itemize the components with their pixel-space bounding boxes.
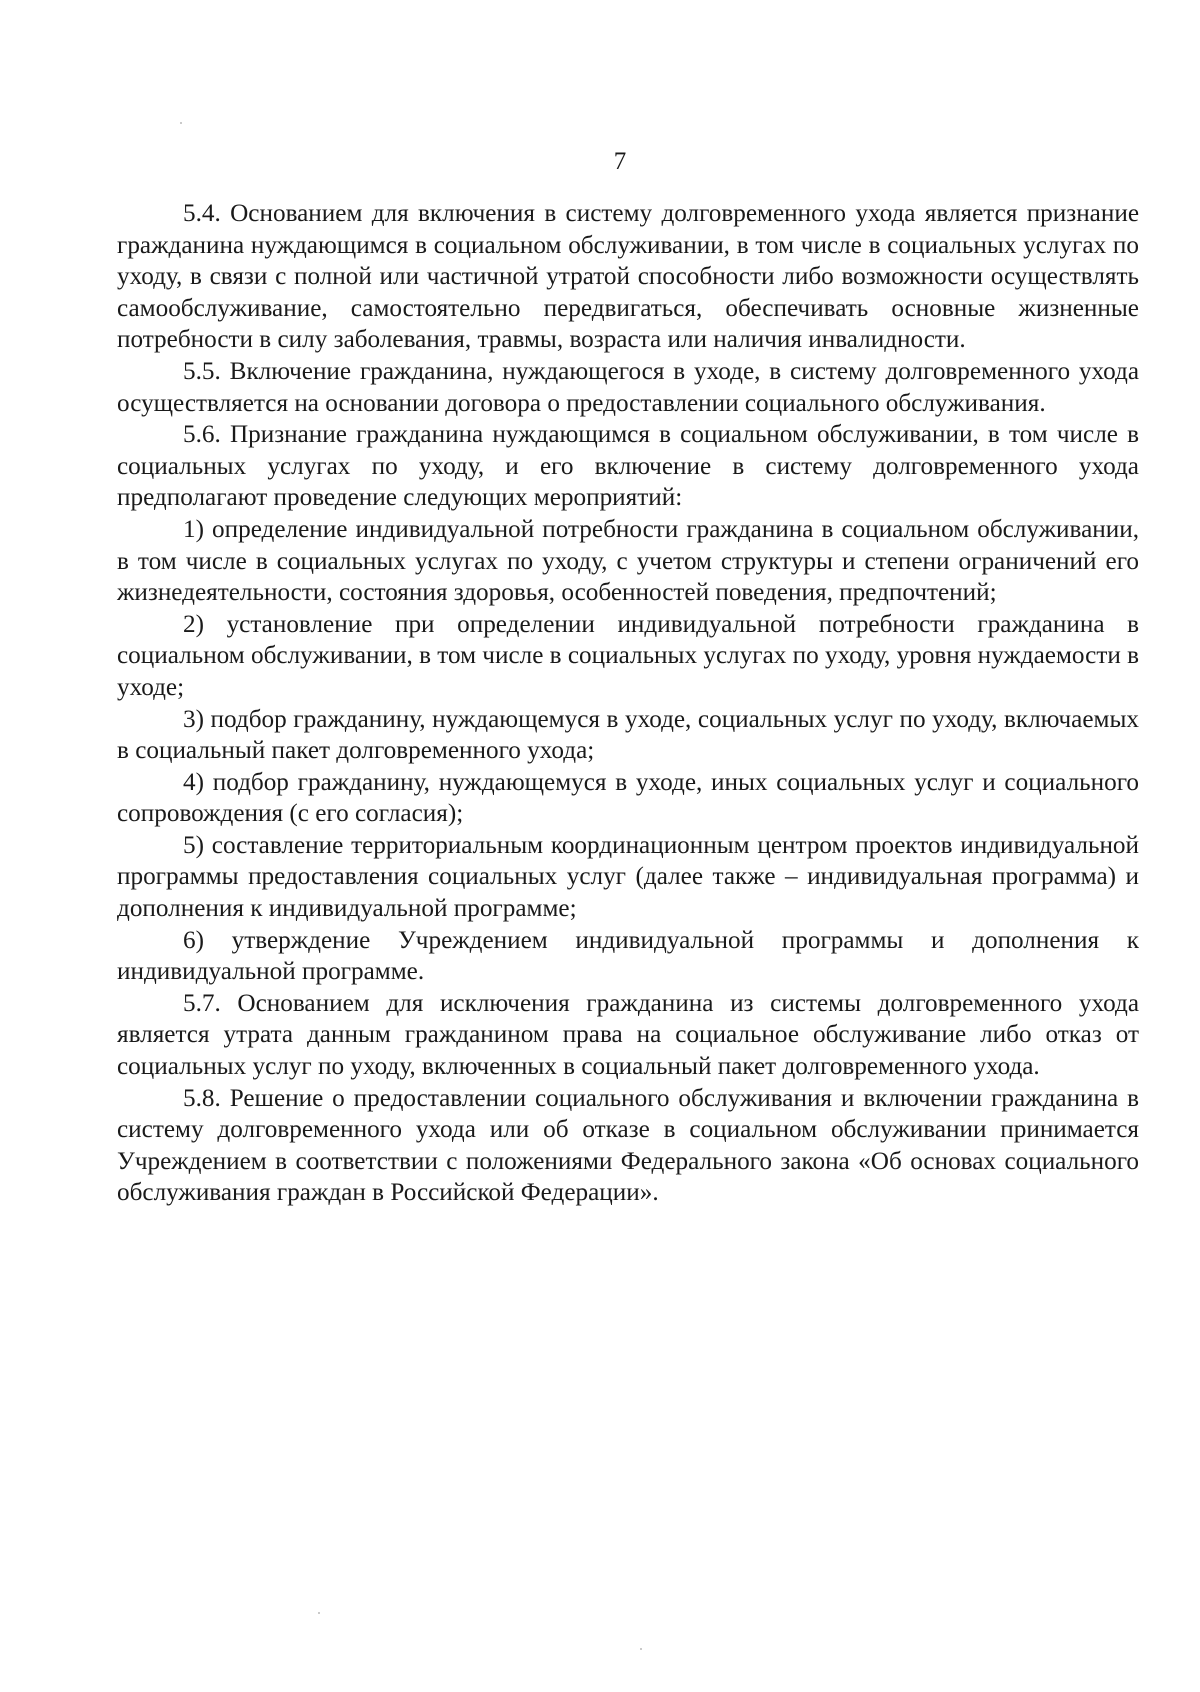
paragraph-5-7: 5.7. Основанием для исключения гражданина из системы долговременного ухода является утрата данным гражданином права на социальное обслуживание либо отказ от социальных услуг по уходу, включенных в социальный пакет долговременного ухода.: [117, 989, 1139, 1081]
paragraph-5-4: 5.4. Основанием для включения в систему долговременного ухода является признание гражданина нуждающимся в социальном обслуживании, в том числе в социальных услугах по уходу, в связи с полной или частичной утратой способности либо возможности осуществлять самообслуживание, самостоятельно передвигаться, обеспечивать основные жизненные потребности в силу заболевания, травмы, возраста или наличия инвалидности.: [117, 200, 1139, 354]
list-item-2: 2) установление при определении индивидуальной потребности гражданина в социальном обслуживании, в том числе в социальных услугах по уходу, уровня нуждаемости в уходе;: [117, 610, 1139, 701]
paragraph-5-6: 5.6. Признание гражданина нуждающимся в социальном обслуживании, в том числе в социальных услугах по уходу, и его включение в систему долговременного ухода предполагают проведение следующих мероприятий:: [117, 421, 1139, 512]
paragraph-5-5: 5.5. Включение гражданина, нуждающегося в уходе, в систему долговременного ухода осуществляется на основании договора о предоставлении социального обслуживания.: [117, 357, 1139, 417]
scan-speck: [180, 122, 182, 124]
list-item-6: 6) утверждение Учреждением индивидуальной программы и дополнения к индивидуальной программе.: [117, 926, 1139, 986]
list-item-4: 4) подбор гражданину, нуждающемуся в уходе, иных социальных услуг и социального сопровождения (с его согласия);: [117, 768, 1139, 828]
scan-speck: [640, 1648, 642, 1650]
document-body: [117, 198, 1139, 1209]
list-item-3: 3) подбор гражданину, нуждающемуся в уходе, социальных услуг по уходу, включаемых в социальный пакет долговременного ухода;: [117, 705, 1139, 765]
scan-speck: [318, 1612, 320, 1614]
paragraph-5-8: 5.8. Решение о предоставлении социального обслуживания и включении гражданина в систему долговременного ухода или об отказе в социальном обслуживании принимается Учреждением в соответствии с положениями Федерального закона «Об основах социального обслуживания граждан в Российской Федерации».: [117, 1084, 1139, 1207]
page-number: 7: [613, 148, 627, 175]
list-item-1: 1) определение индивидуальной потребности гражданина в социальном обслуживании, в том числе в социальных услугах по уходу, с учетом структуры и степени ограничений его жизнедеятельности, состояния здоровья, особенностей поведения, предпочтений;: [117, 515, 1139, 607]
list-item-5: 5) составление территориальным координационным центром проектов индивидуальной программы предоставления социальных услуг (далее также – индивидуальная программа) и дополнения к индивидуальной программе;: [117, 831, 1139, 923]
